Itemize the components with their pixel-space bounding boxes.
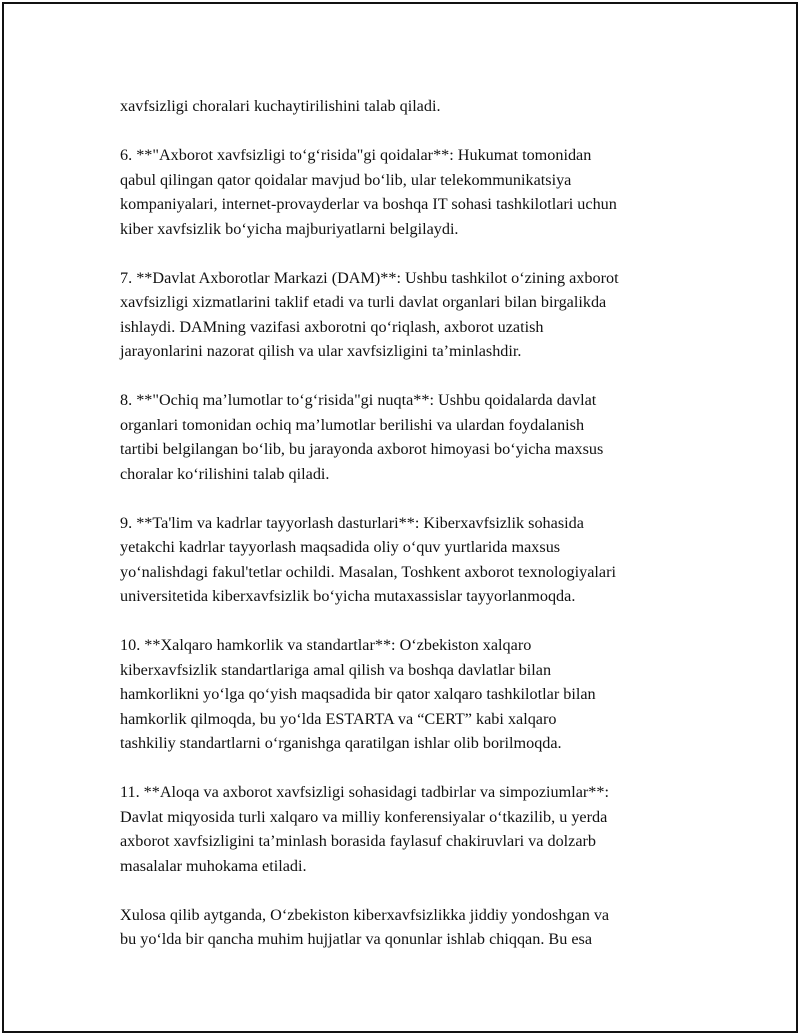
text-line: organlari tomonidan ochiq ma’lumotlar berilishi va ulardan foydalanish [120,415,585,434]
paragraph-item-8 [120,388,700,486]
paragraph-item-7 [120,266,700,364]
document-body [120,94,700,976]
text-line: kompaniyalari, internet-provayderlar va boshqa IT sohasi tashkilotlari uchun [120,195,617,213]
document-page [2,2,798,1033]
text-line: universitetida kiberxavfsizlik bo‘yicha mutaxassislar tayyorlanmoqda. [120,587,576,605]
text-line: 8. **"Ochiq ma’lumotlar to‘g‘risida"gi nuqta**: Ushbu qoidalarda davlat [120,391,597,409]
text-line: Davlat miqyosida turli xalqaro va milliy konferensiyalar o‘tkazilib, u yerda [120,807,608,826]
text-line: ishlaydi. DAMning vazifasi axborotni qo‘riqlash, axborot uzatish [120,317,544,336]
text-line: 7. **Davlat Axborotlar Markazi (DAM)**: Ushbu tashkilot o‘zining axborot [120,268,619,287]
text-line: tartibi belgilangan bo‘lib, bu jarayonda axborot himoyasi bo‘yicha maxsus [120,440,604,458]
text-line: 10. **Xalqaro hamkorlik va standartlar**: O‘zbekiston xalqaro [120,636,532,654]
text-line: qabul qilingan qator qoidalar mavjud bo‘lib, ular telekommunikatsiya [120,170,572,189]
text-line: 11. **Aloqa va axborot xavfsizligi sohasidagi tadbirlar va simpoziumlar**: [120,783,609,801]
paragraph-item-9 [120,511,700,609]
paragraph-intro-tail [120,94,700,119]
text-line: yo‘nalishdagi fakul'tetlar ochildi. Masalan, Toshkent axborot texnologiyalari [120,562,616,581]
text-line: xavfsizligi choralari kuchaytirilishini talab qiladi. [120,97,441,115]
text-line: xavfsizligi xizmatlarini taklif etadi va turli davlat organlari bilan birgalikda [120,293,607,311]
text-line: choralar ko‘rilishini talab qiladi. [120,464,330,483]
text-line: kiberxavfsizlik standartlariga amal qilish va boshqa davlatlar bilan [120,660,552,679]
text-line: kiber xavfsizlik bo‘yicha majburiyatlarni belgilaydi. [120,219,459,238]
text-line: 6. **"Axborot xavfsizligi to‘g‘risida"gi qoidalar**: Hukumat tomonidan [120,146,592,164]
text-line: axborot xavfsizligini ta’minlash borasida faylasuf chakiruvlari va dolzarb [120,832,597,850]
text-line: yetakchi kadrlar tayyorlash maqsadida oliy o‘quv yurtlarida maxsus [120,538,561,556]
paragraph-item-6 [120,143,700,241]
text-line: hamkorlikni yo‘lga qo‘yish maqsadida bir qator xalqaro tashkilotlar bilan [120,685,596,703]
text-line: jarayonlarini nazorat qilish va ular xavfsizligini ta’minlashdir. [120,342,522,360]
text-line: hamkorlik qilmoqda, bu yo‘lda ESTARTA va “CERT” kabi xalqaro [120,709,557,728]
text-line: masalalar muhokama etiladi. [120,856,307,875]
text-line: Xulosa qilib aytganda, O‘zbekiston kiberxavfsizlikka jiddiy yondoshgan va [120,905,610,924]
paragraph-item-11 [120,780,700,878]
paragraph-conclusion [120,903,700,952]
text-line: tashkiliy standartlarni o‘rganishga qaratilgan ishlar olib borilmoqda. [120,734,562,752]
paragraph-item-10 [120,633,700,756]
text-line: 9. **Ta'lim va kadrlar tayyorlash dasturlari**: Kiberxavfsizlik sohasida [120,513,584,532]
text-line: bu yo‘lda bir qancha muhim hujjatlar va qonunlar ishlab chiqqan. Bu esa [120,930,593,948]
